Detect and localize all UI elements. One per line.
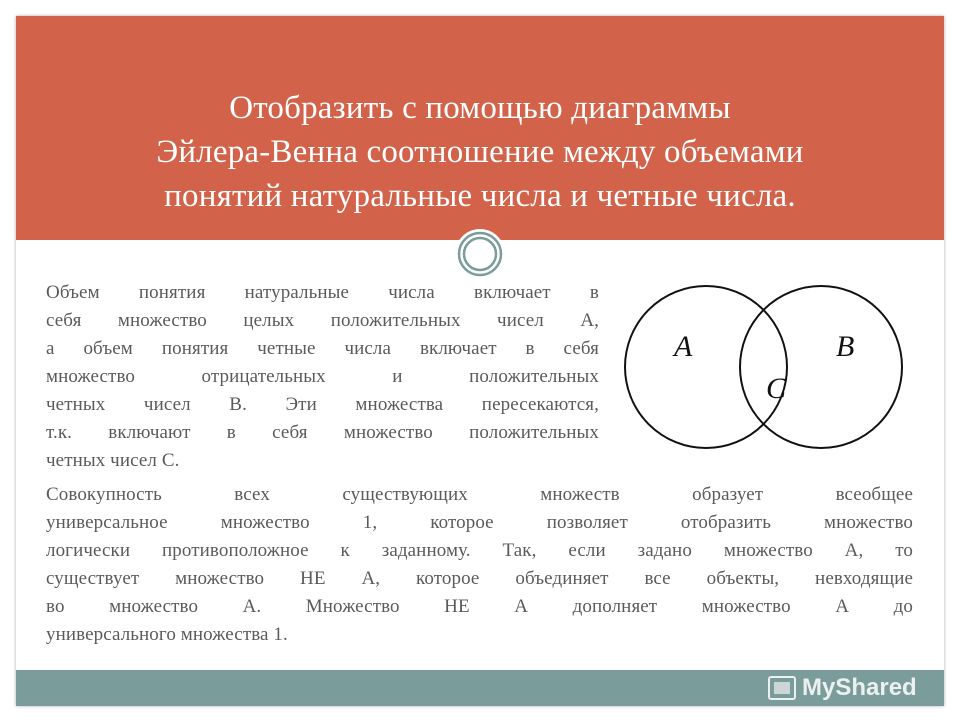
slide-title [56, 86, 904, 218]
paragraph-universal-set [46, 481, 913, 649]
text-line: Объем понятия натуральные числа включает в [46, 282, 599, 303]
watermark-text: MyShared [802, 674, 917, 701]
slide [16, 16, 944, 706]
title-line-3: понятий натуральные числа и четные числа. [164, 178, 796, 214]
set-b-label: B [836, 330, 855, 363]
text-line: множество отрицательных и положительных [46, 366, 599, 387]
text-line: логически противоположное к заданному. Так, если задано множество А, то [46, 540, 913, 561]
circle-ornament-icon [454, 228, 506, 280]
text-line: себя множество целых положительных чисел А, [46, 310, 599, 331]
venn-diagram [616, 280, 916, 456]
set-a-label: A [674, 330, 693, 363]
set-b-circle [740, 286, 902, 448]
text-line: Совокупность всех существующих множеств образует всеобщее [46, 484, 913, 505]
text-line: а объем понятия четные числа включает в себя [46, 338, 599, 359]
title-band [16, 16, 944, 240]
set-c-label: C [766, 372, 787, 405]
paragraph-sets-description [46, 279, 599, 475]
watermark [768, 672, 917, 704]
text-line: универсальное множество 1, которое позволяет отобразить множество [46, 512, 913, 533]
text-line: универсального множества 1. [46, 624, 288, 645]
title-line-2: Эйлера-Венна соотношение между объемами [156, 134, 804, 170]
text-line: существует множество НЕ А, которое объединяет все объекты, невходящие [46, 568, 913, 589]
text-line: т.к. включают в себя множество положительных [46, 422, 599, 443]
presentation-icon [768, 676, 796, 700]
text-line: четных чисел С. [46, 450, 180, 471]
title-line-1: Отобразить с помощью диаграммы [229, 90, 731, 126]
text-line: четных чисел В. Эти множества пересекаются, [46, 394, 599, 415]
text-line: во множество А. Множество НЕ А дополняет множество А до [46, 596, 913, 617]
